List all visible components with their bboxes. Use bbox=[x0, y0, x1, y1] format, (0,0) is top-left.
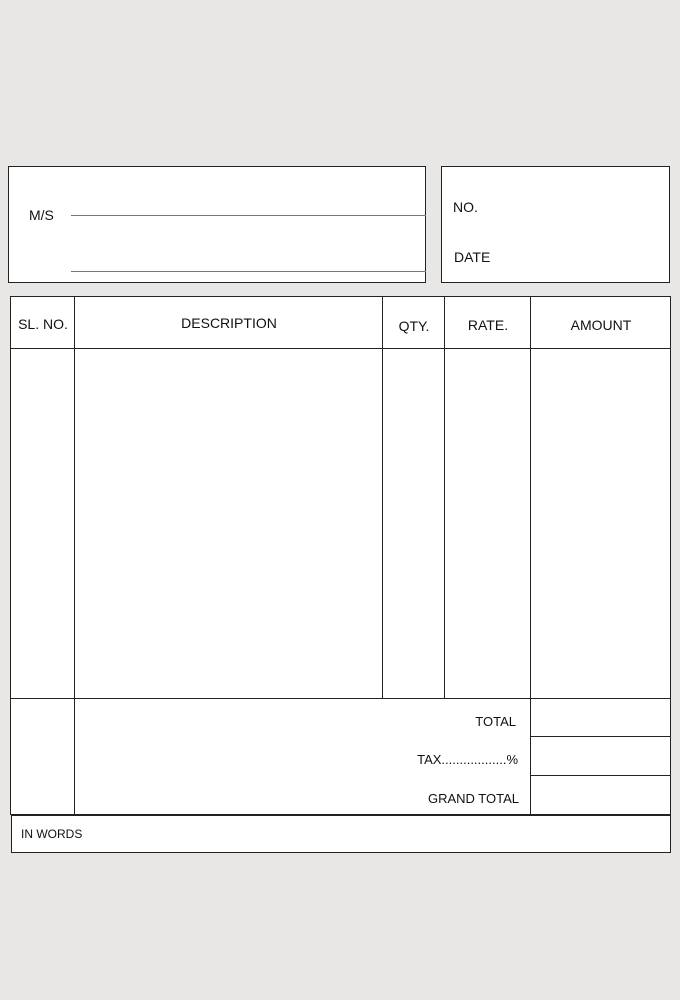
grand-total-label: GRAND TOTAL bbox=[427, 791, 519, 806]
col-header-amount: AMOUNT bbox=[570, 317, 632, 333]
col-header-sl-no: SL. NO. bbox=[18, 316, 68, 332]
col-header-description: DESCRIPTION bbox=[181, 315, 277, 331]
col-divider-desc bbox=[382, 297, 383, 698]
item-sl-no-cell[interactable] bbox=[12, 350, 73, 697]
item-rate-cell[interactable] bbox=[446, 350, 529, 697]
col-header-qty: QTY. bbox=[398, 318, 430, 334]
col-divider-sl bbox=[74, 297, 75, 814]
items-table bbox=[10, 296, 671, 815]
col-divider-qty bbox=[444, 297, 445, 698]
customer-box bbox=[8, 166, 426, 283]
total-row-divider bbox=[530, 736, 670, 737]
item-qty-cell[interactable] bbox=[384, 350, 443, 697]
invoice-date-label: DATE bbox=[454, 249, 491, 265]
item-description-cell[interactable] bbox=[76, 350, 381, 697]
ms-label: M/S bbox=[29, 207, 54, 223]
in-words-label: IN WORDS bbox=[21, 827, 83, 841]
customer-address-line[interactable] bbox=[71, 271, 426, 272]
tax-label: TAX..................% bbox=[417, 752, 518, 767]
in-words-box[interactable] bbox=[11, 815, 671, 853]
tax-amount-cell[interactable] bbox=[532, 738, 669, 774]
grand-total-amount-cell[interactable] bbox=[532, 777, 669, 813]
total-label: TOTAL bbox=[475, 714, 516, 729]
col-header-rate: RATE. bbox=[467, 317, 509, 333]
invoice-meta-box bbox=[441, 166, 670, 283]
items-bottom-divider bbox=[11, 698, 670, 699]
header-divider bbox=[11, 348, 670, 349]
tax-row-divider bbox=[530, 775, 670, 776]
customer-name-line[interactable] bbox=[71, 215, 426, 216]
invoice-no-label: NO. bbox=[453, 199, 478, 215]
total-amount-cell[interactable] bbox=[532, 700, 669, 735]
item-amount-cell[interactable] bbox=[532, 350, 669, 697]
